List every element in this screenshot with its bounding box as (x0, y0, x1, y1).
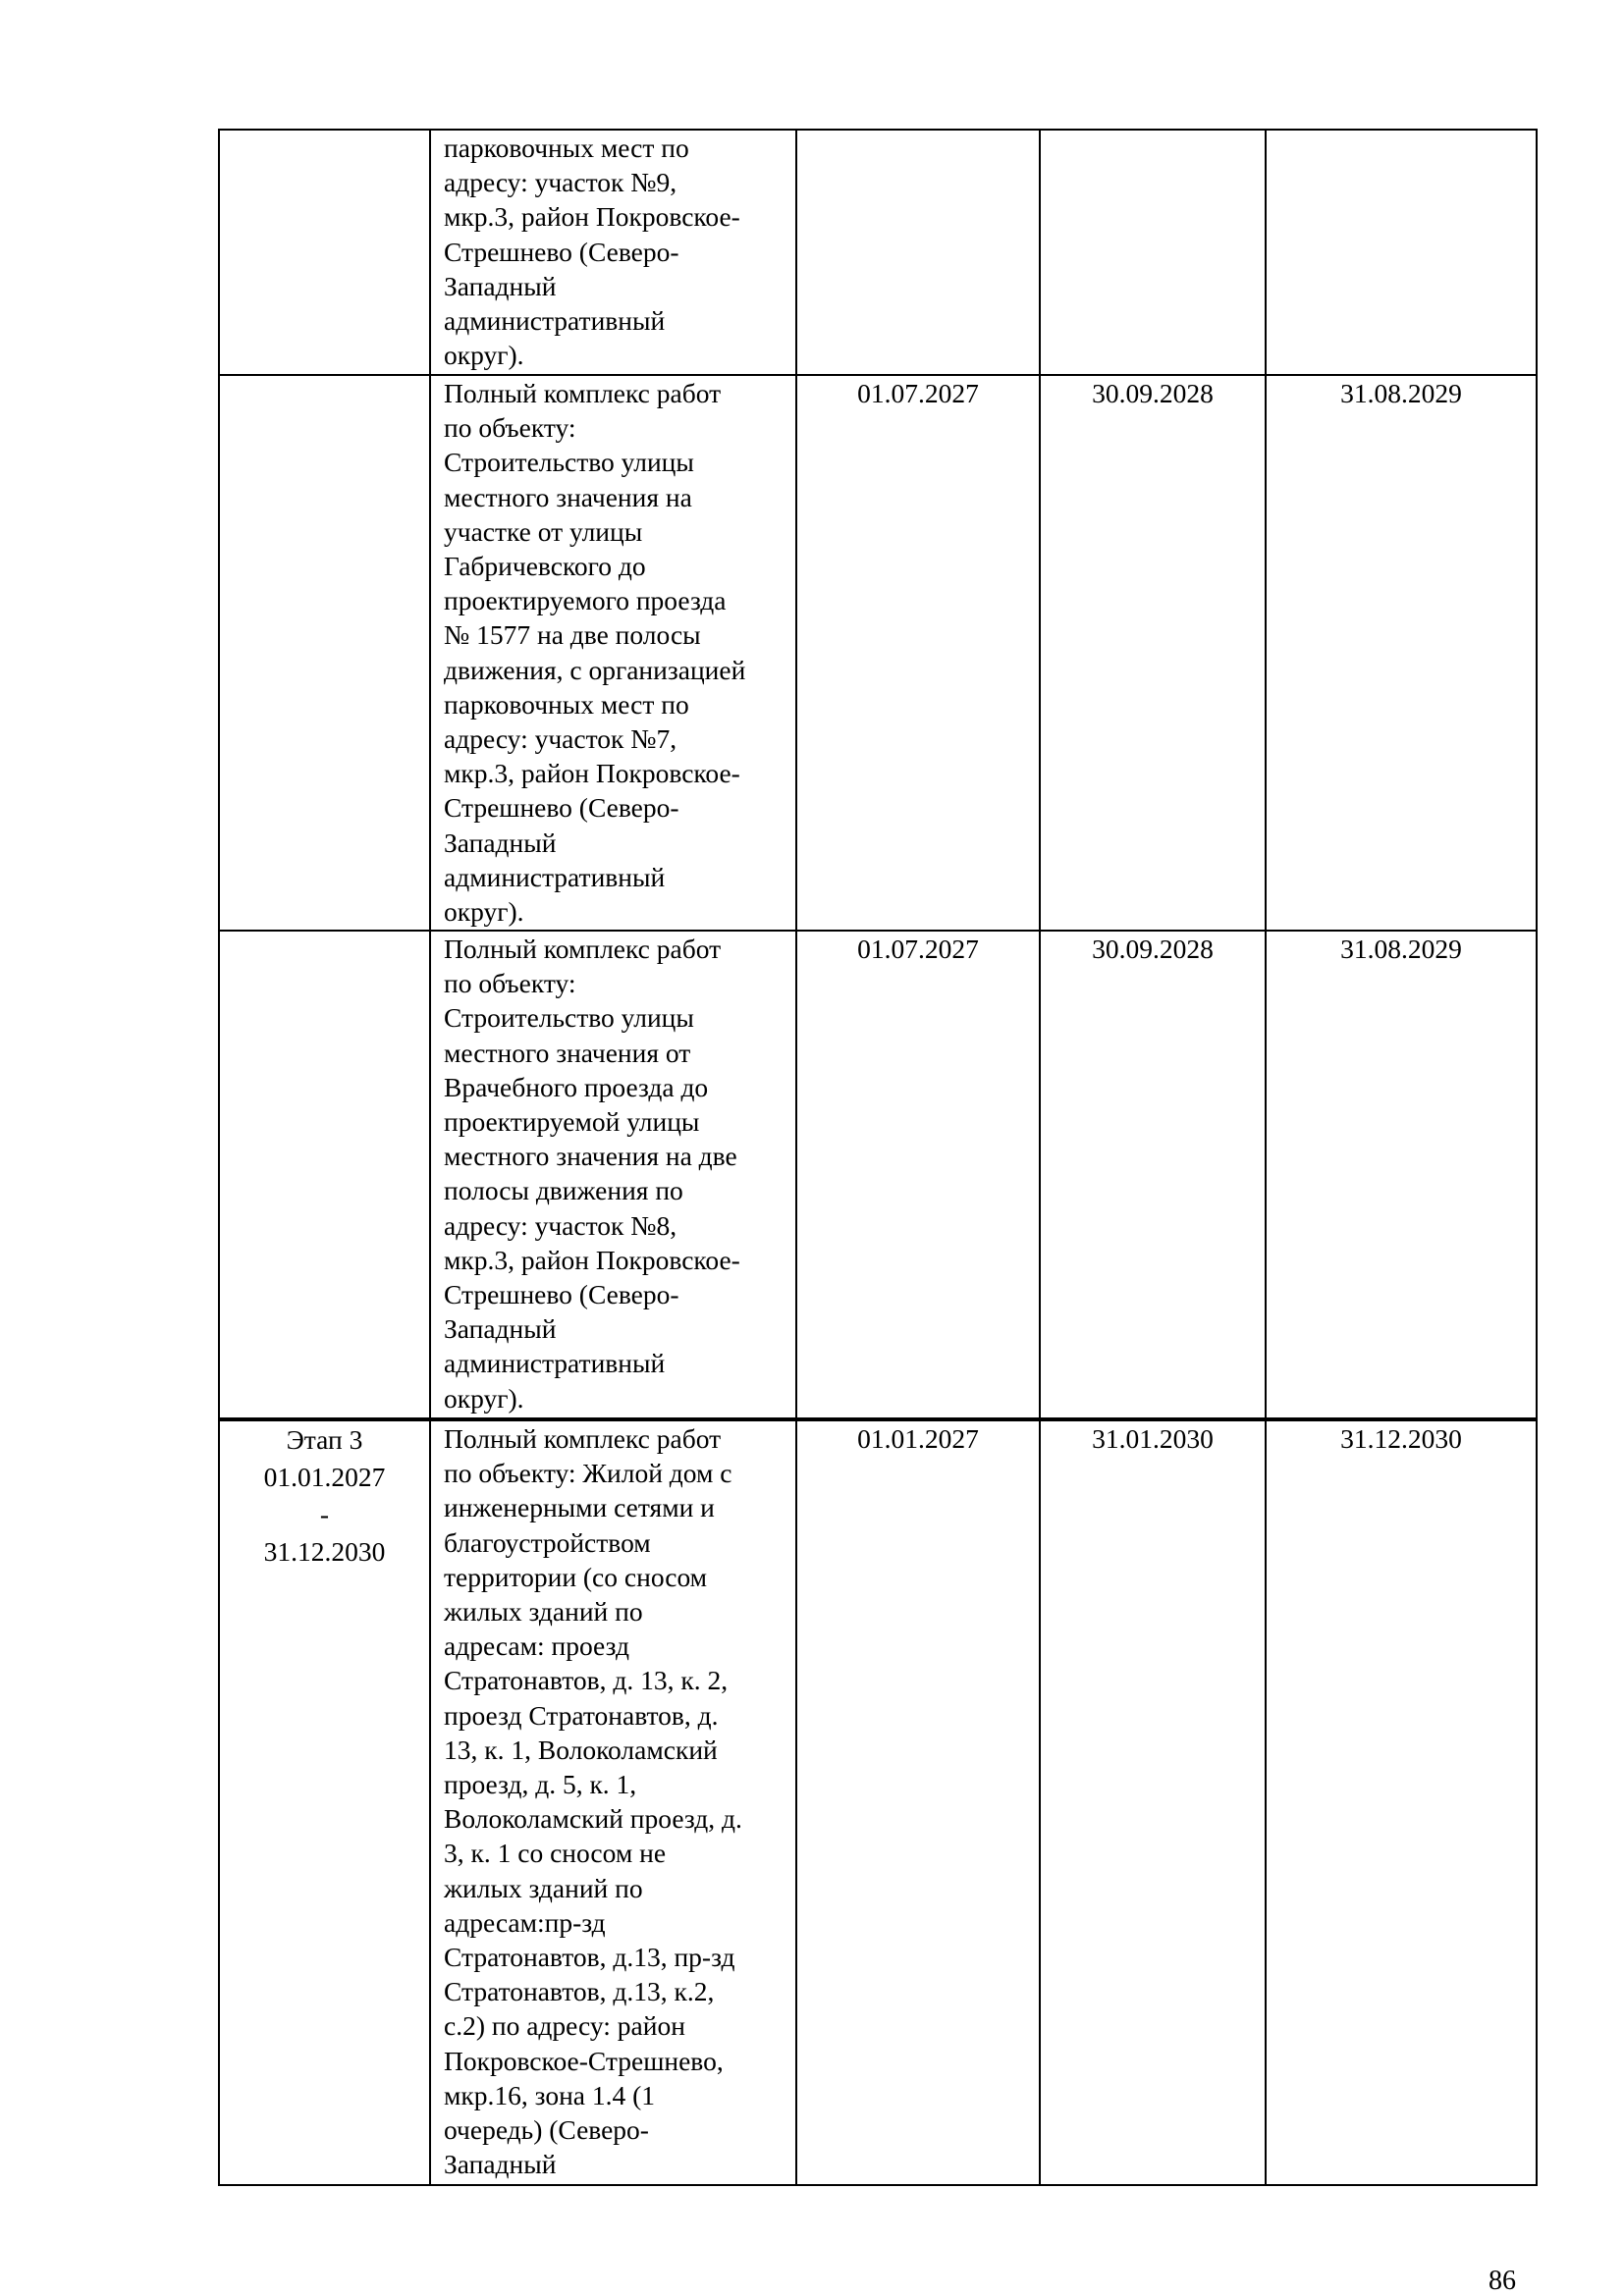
description-line: благоустройством (444, 1526, 651, 1558)
description-line: адресам:пр-зд (444, 1906, 606, 1938)
description-line: жилых зданий по (444, 1596, 643, 1628)
description-line: участке от улицы (444, 515, 643, 547)
table-row (219, 1419, 1537, 2185)
description-line: Западный (444, 827, 557, 858)
description-line: движения, с организацией (444, 654, 746, 685)
description-line: инженерными сетями и (444, 1492, 715, 1523)
description-line: жилых зданий по (444, 1872, 643, 1903)
end-date-cell: 31.12.2030 (1266, 1419, 1537, 2185)
description-line: проезд, д. 5, к. 1, (444, 1769, 637, 1800)
description-line: округ). (444, 896, 524, 928)
description-line: Покровское-Стрешнево, (444, 2045, 724, 2076)
description-line: Стрешнево (Северо- (444, 236, 679, 267)
description-line: местного значения на (444, 481, 692, 512)
description-line: мкр.3, район Покровское- (444, 201, 740, 233)
description-line: проектируемой улицы (444, 1106, 700, 1138)
description-line: Полный комплекс работ (444, 1423, 722, 1454)
description-line: Строительство улицы (444, 447, 694, 478)
description-line: Полный комплекс работ (444, 934, 722, 964)
description-line: проезд Стратонавтов, д. (444, 1699, 719, 1731)
description-line: с.2) по адресу: район (444, 2010, 685, 2042)
mid-date-cell: 30.09.2028 (1040, 931, 1266, 1419)
mid-date-cell (1040, 130, 1266, 375)
stage-end-date: 31.12.2030 (263, 1536, 386, 1567)
table-row (219, 375, 1537, 931)
description-line: 13, к. 1, Волоколамский (444, 1734, 718, 1765)
description-line: местного значения на две (444, 1141, 737, 1172)
description-line: по объекту: (444, 412, 576, 444)
stage-date-separator: - (319, 1499, 330, 1529)
table-row (219, 130, 1537, 375)
description-line: адресам: проезд (444, 1630, 629, 1662)
description-line: парковочных мест по (444, 688, 689, 720)
description-line: проектируемого проезда (444, 585, 727, 616)
description-line: административный (444, 861, 666, 892)
description-cell (430, 130, 796, 375)
description-line: округ). (444, 340, 524, 371)
end-date-cell: 31.08.2029 (1266, 375, 1537, 931)
stage-cell (219, 130, 430, 375)
description-line: Стратонавтов, д. 13, к. 2, (444, 1665, 729, 1696)
description-line: Габричевского до (444, 551, 646, 582)
description-line: мкр.16, зона 1.4 (1 (444, 2079, 656, 2110)
description-line: Западный (444, 2149, 557, 2180)
stage-title: Этап 3 (286, 1424, 363, 1455)
description-line: адресу: участок №8, (444, 1209, 677, 1241)
stage-cell (219, 1419, 430, 2185)
mid-date-cell: 30.09.2028 (1040, 375, 1266, 931)
end-date-cell (1266, 130, 1537, 375)
description-line: территории (со сносом (444, 1561, 708, 1592)
description-line: адресу: участок №9, (444, 167, 677, 198)
description-line: парковочных мест по (444, 133, 689, 163)
description-line: № 1577 на две полосы (444, 619, 701, 651)
stage-start-date: 01.01.2027 (263, 1462, 386, 1492)
description-line: Волоколамский проезд, д. (444, 1803, 742, 1835)
description-line: местного значения от (444, 1037, 691, 1068)
description-line: очередь) (Северо- (444, 2114, 649, 2146)
stage-cell (219, 375, 430, 931)
description-line: мкр.3, район Покровское- (444, 1244, 740, 1275)
start-date-cell: 01.07.2027 (796, 375, 1040, 931)
description-cell (430, 1419, 796, 2185)
description-line: административный (444, 305, 666, 337)
description-line: Западный (444, 1313, 557, 1345)
description-line: Стратонавтов, д.13, к.2, (444, 1976, 715, 2007)
description-line: мкр.3, район Покровское- (444, 758, 740, 789)
description-line: адресу: участок №7, (444, 723, 677, 755)
description-line: Строительство улицы (444, 1002, 694, 1034)
schedule-table (218, 129, 1538, 2186)
page-number: 86 (1489, 2266, 1516, 2296)
description-cell (430, 931, 796, 1419)
end-date-cell: 31.08.2029 (1266, 931, 1537, 1419)
stage-cell (219, 931, 430, 1419)
description-line: округ). (444, 1382, 524, 1414)
description-line: Полный комплекс работ (444, 378, 722, 408)
start-date-cell (796, 130, 1040, 375)
description-line: 3, к. 1 со сносом не (444, 1838, 667, 1869)
table-row (219, 931, 1537, 1419)
description-line: по объекту: Жилой дом с (444, 1458, 732, 1489)
start-date-cell: 01.07.2027 (796, 931, 1040, 1419)
description-line: Западный (444, 270, 557, 301)
description-line: Стратонавтов, д.13, пр-зд (444, 1942, 735, 1973)
description-line: административный (444, 1348, 666, 1379)
description-line: полосы движения по (444, 1175, 683, 1206)
description-line: Стрешнево (Северо- (444, 1279, 679, 1310)
start-date-cell: 01.01.2027 (796, 1419, 1040, 2185)
description-line: Врачебного проезда до (444, 1071, 709, 1102)
description-cell (430, 375, 796, 931)
description-line: по объекту: (444, 968, 576, 999)
mid-date-cell: 31.01.2030 (1040, 1419, 1266, 2185)
description-line: Стрешнево (Северо- (444, 792, 679, 824)
